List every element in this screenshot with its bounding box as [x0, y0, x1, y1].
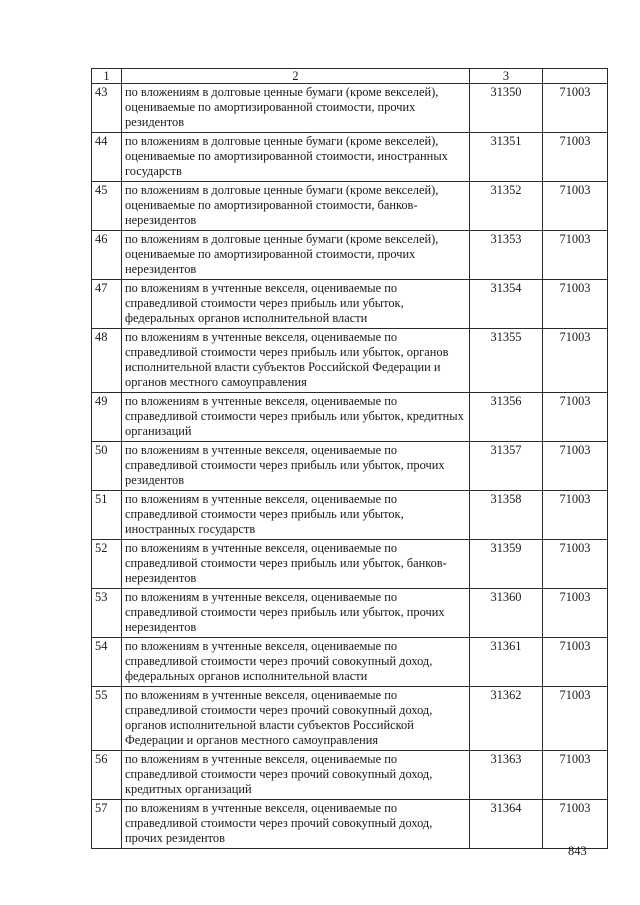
- header-col-3: 3: [470, 69, 543, 84]
- table-row: [92, 133, 608, 182]
- row-number: 50: [92, 442, 122, 491]
- table-row: [92, 280, 608, 329]
- row-number: 43: [92, 84, 122, 133]
- table-row: [92, 638, 608, 687]
- table-row: [92, 329, 608, 393]
- table-row: [92, 540, 608, 589]
- row-code: 71003: [543, 800, 608, 849]
- row-description: по вложениям в долговые ценные бумаги (кроме векселей), оцениваемые по амортизированной стоимости, банков-нерезидентов: [122, 182, 470, 231]
- table-row: [92, 491, 608, 540]
- row-account-number: 31352: [470, 182, 543, 231]
- table-row: [92, 800, 608, 849]
- row-description: по вложениям в учтенные векселя, оцениваемые по справедливой стоимости через прибыль или убыток, федеральных органов исполнительной власти: [122, 280, 470, 329]
- row-code: 71003: [543, 133, 608, 182]
- row-account-number: 31360: [470, 589, 543, 638]
- row-code: 71003: [543, 393, 608, 442]
- row-account-number: 31357: [470, 442, 543, 491]
- table-row: [92, 687, 608, 751]
- row-number: 57: [92, 800, 122, 849]
- header-col-4: [543, 69, 608, 84]
- row-description: по вложениям в долговые ценные бумаги (кроме векселей), оцениваемые по амортизированной стоимости, иностранных государств: [122, 133, 470, 182]
- row-description: по вложениям в учтенные векселя, оцениваемые по справедливой стоимости через прочий совокупный доход, органов исполнительной власти субъектов Российской Федерации и органов местного самоуправления: [122, 687, 470, 751]
- row-code: 71003: [543, 751, 608, 800]
- row-code: 71003: [543, 84, 608, 133]
- table-row: [92, 442, 608, 491]
- row-description: по вложениям в учтенные векселя, оцениваемые по справедливой стоимости через прибыль или убыток, прочих резидентов: [122, 442, 470, 491]
- row-description: по вложениям в учтенные векселя, оцениваемые по справедливой стоимости через прибыль или убыток, кредитных организаций: [122, 393, 470, 442]
- row-number: 53: [92, 589, 122, 638]
- table-row: [92, 589, 608, 638]
- row-number: 47: [92, 280, 122, 329]
- row-number: 55: [92, 687, 122, 751]
- row-account-number: 31354: [470, 280, 543, 329]
- row-code: 71003: [543, 540, 608, 589]
- row-description: по вложениям в долговые ценные бумаги (кроме векселей), оцениваемые по амортизированной стоимости, прочих резидентов: [122, 84, 470, 133]
- table-row: [92, 751, 608, 800]
- row-number: 45: [92, 182, 122, 231]
- table-row: [92, 231, 608, 280]
- row-account-number: 31359: [470, 540, 543, 589]
- row-number: 44: [92, 133, 122, 182]
- table-row: [92, 182, 608, 231]
- account-table: [91, 68, 608, 849]
- row-code: 71003: [543, 182, 608, 231]
- row-code: 71003: [543, 442, 608, 491]
- table-header-row: [92, 69, 608, 84]
- row-description: по вложениям в учтенные векселя, оцениваемые по справедливой стоимости через прибыль или убыток, иностранных государств: [122, 491, 470, 540]
- row-number: 54: [92, 638, 122, 687]
- row-number: 46: [92, 231, 122, 280]
- row-account-number: 31361: [470, 638, 543, 687]
- row-number: 56: [92, 751, 122, 800]
- table-row: [92, 84, 608, 133]
- row-account-number: 31353: [470, 231, 543, 280]
- row-description: по вложениям в учтенные векселя, оцениваемые по справедливой стоимости через прочий совокупный доход, прочих резидентов: [122, 800, 470, 849]
- row-account-number: 31350: [470, 84, 543, 133]
- row-description: по вложениям в учтенные векселя, оцениваемые по справедливой стоимости через прочий совокупный доход, федеральных органов исполнительной власти: [122, 638, 470, 687]
- row-description: по вложениям в долговые ценные бумаги (кроме векселей), оцениваемые по амортизированной стоимости, прочих нерезидентов: [122, 231, 470, 280]
- row-code: 71003: [543, 231, 608, 280]
- row-number: 51: [92, 491, 122, 540]
- row-account-number: 31364: [470, 800, 543, 849]
- header-col-2: 2: [122, 69, 470, 84]
- row-description: по вложениям в учтенные векселя, оцениваемые по справедливой стоимости через прибыль или убыток, банков-нерезидентов: [122, 540, 470, 589]
- row-code: 71003: [543, 687, 608, 751]
- page-number: 843: [568, 844, 587, 858]
- table-row: [92, 393, 608, 442]
- row-code: 71003: [543, 638, 608, 687]
- row-description: по вложениям в учтенные векселя, оцениваемые по справедливой стоимости через прибыль или убыток, органов исполнительной власти субъектов Российской Федерации и органов местного самоуправления: [122, 329, 470, 393]
- row-number: 48: [92, 329, 122, 393]
- row-code: 71003: [543, 491, 608, 540]
- row-description: по вложениям в учтенные векселя, оцениваемые по справедливой стоимости через прочий совокупный доход, кредитных организаций: [122, 751, 470, 800]
- row-number: 52: [92, 540, 122, 589]
- row-code: 71003: [543, 589, 608, 638]
- row-account-number: 31351: [470, 133, 543, 182]
- row-account-number: 31363: [470, 751, 543, 800]
- row-code: 71003: [543, 280, 608, 329]
- row-code: 71003: [543, 329, 608, 393]
- header-col-1: 1: [92, 69, 122, 84]
- row-account-number: 31362: [470, 687, 543, 751]
- row-account-number: 31358: [470, 491, 543, 540]
- row-description: по вложениям в учтенные векселя, оцениваемые по справедливой стоимости через прибыль или убыток, прочих нерезидентов: [122, 589, 470, 638]
- row-account-number: 31355: [470, 329, 543, 393]
- row-number: 49: [92, 393, 122, 442]
- row-account-number: 31356: [470, 393, 543, 442]
